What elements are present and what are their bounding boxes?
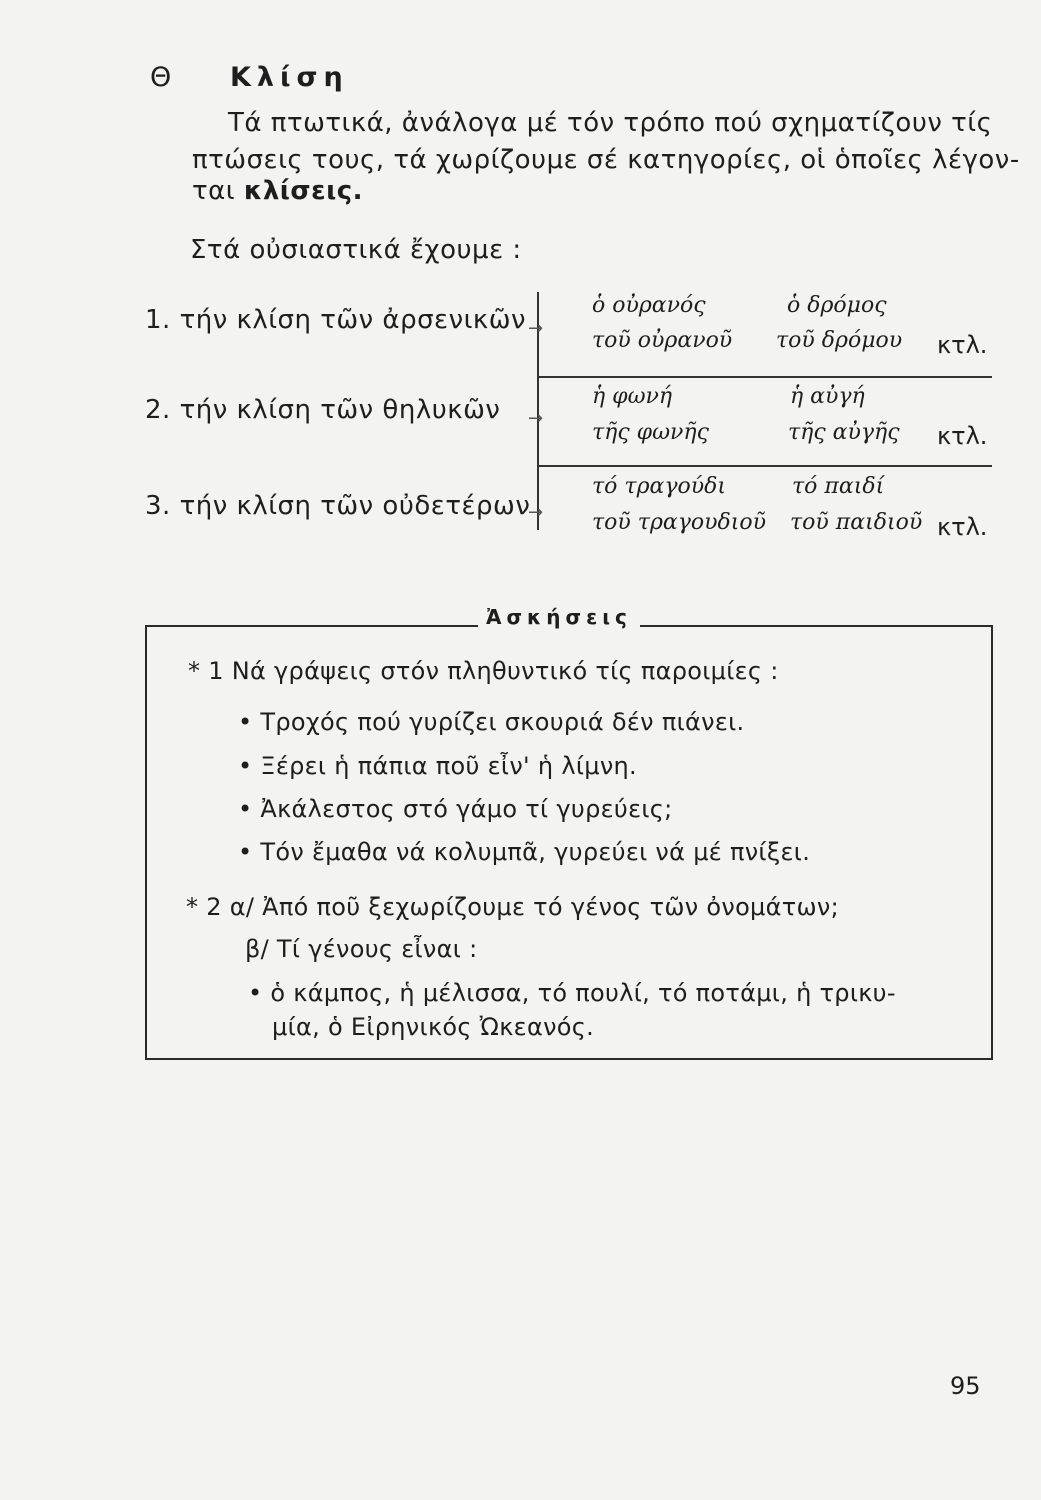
intro-line-2: πτώσεις τους, τά χωρίζουμε σέ κατηγορίες, οἱ ὁποῖες λέγον- <box>192 145 1020 175</box>
proverb-item: • Τροχός πού γυρίζει σκουριά δέν πιάνει. <box>238 708 745 736</box>
exercise-2-item-line-1: • ὁ κάμπος, ἡ μέλισσα, τό πουλί, τό ποτάμι, ἡ τρικυ- <box>248 979 896 1007</box>
word-genitive: τοῦ οὐρανοῦ <box>592 328 733 353</box>
word-nominative: τό παιδί <box>792 474 885 499</box>
proverb-item: • Τόν ἔμαθα νά κολυμπᾶ, γυρεύει νά μέ πνίξει. <box>238 838 811 866</box>
word-genitive: τῆς αὐγῆς <box>788 420 900 445</box>
proverb-item: • Ἀκάλεστος στό γάμο τί γυρεύεις; <box>238 795 673 823</box>
intro-line-3 <box>192 176 363 206</box>
word-genitive: τοῦ τραγουδιοῦ <box>592 510 767 535</box>
word-nominative: ὁ δρόμος <box>787 293 887 318</box>
section-letter: Θ <box>150 62 172 93</box>
word-nominative: ὁ οὐρανός <box>592 293 706 318</box>
intro-line-3-text: ται <box>192 176 244 206</box>
table-divider-2 <box>537 465 992 467</box>
section-title: Κλίση <box>230 62 349 93</box>
intro-line-1: Τά πτωτικά, ἀνάλογα μέ τόν τρόπο πού σχηματίζουν τίς <box>228 108 993 138</box>
etc-label: κτλ. <box>937 513 988 541</box>
declension-label: 3. τήν κλίση τῶν οὐδετέρων <box>145 491 531 521</box>
page-number: 95 <box>950 1372 981 1400</box>
term-kliseis: κλίσεις. <box>243 176 364 206</box>
exercise-2-part-a: * 2 α/ Ἀπό ποῦ ξεχωρίζουμε τό γένος τῶν ὀνομάτων; <box>186 893 839 921</box>
word-nominative: ἡ αὐγή <box>790 384 865 409</box>
arrow-icon: → <box>528 408 544 429</box>
nouns-intro: Στά οὐσιαστικά ἔχουμε : <box>190 235 522 265</box>
arrow-icon: → <box>528 502 544 523</box>
table-divider-1 <box>537 376 992 378</box>
exercise-1-heading: * 1 Νά γράψεις στόν πληθυντικό τίς παροιμίες : <box>188 657 779 685</box>
word-nominative: ἡ φωνή <box>592 384 673 409</box>
word-nominative: τό τραγούδι <box>592 474 727 499</box>
exercises-title: Ἀσκήσεις <box>478 605 640 629</box>
word-genitive: τοῦ παιδιοῦ <box>790 510 923 535</box>
proverb-item: • Ξέρει ἡ πάπια ποῦ εἶν' ἡ λίμνη. <box>238 752 637 780</box>
exercise-2-item-line-2: μία, ὁ Εἰρηνικός Ὠκεανός. <box>272 1013 595 1041</box>
etc-label: κτλ. <box>937 331 988 359</box>
declension-label: 1. τήν κλίση τῶν ἀρσενικῶν <box>145 305 527 335</box>
etc-label: κτλ. <box>937 422 988 450</box>
declension-label: 2. τήν κλίση τῶν θηλυκῶν <box>145 395 501 425</box>
word-genitive: τῆς φωνῆς <box>592 420 709 445</box>
exercise-2-part-b: β/ Τί γένους εἶναι : <box>245 935 478 963</box>
arrow-icon: → <box>528 318 544 339</box>
word-genitive: τοῦ δρόμου <box>776 328 903 353</box>
